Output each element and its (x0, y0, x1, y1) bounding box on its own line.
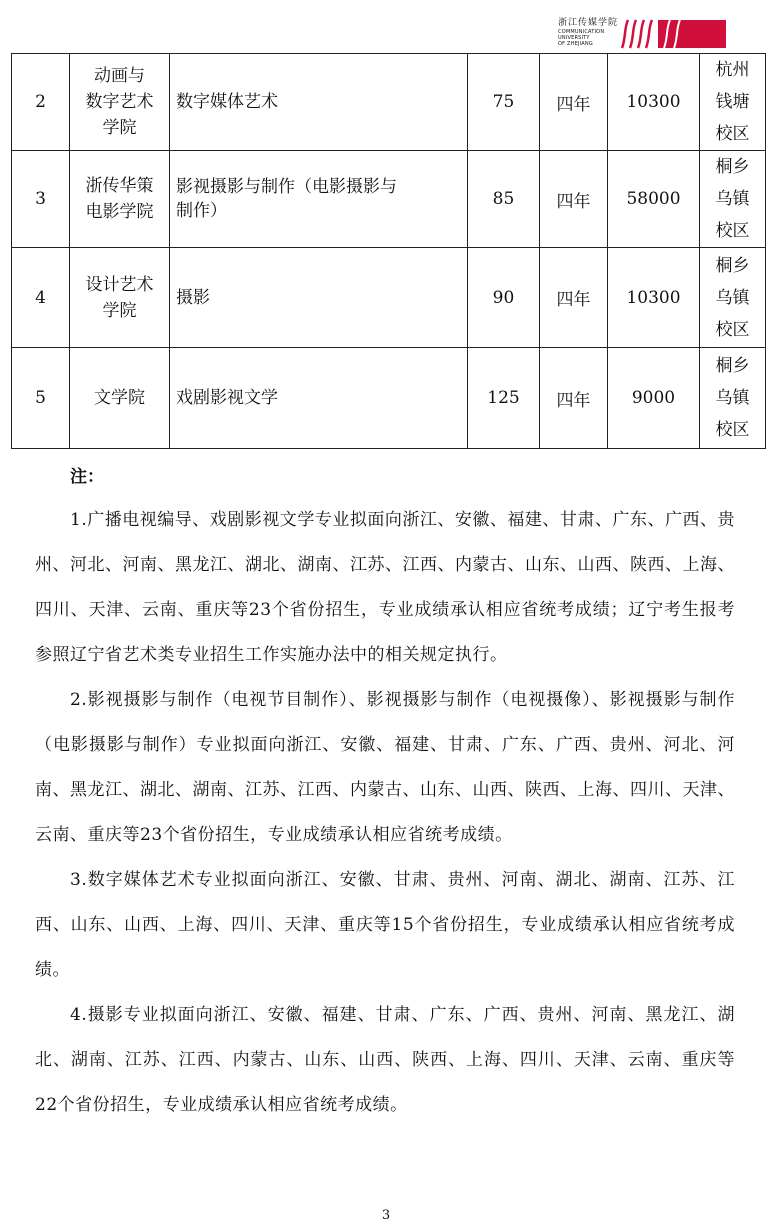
college-line: 浙传华策 (85, 176, 154, 196)
logo-english-line-2: UNIVERSITY (558, 35, 590, 41)
campus-line: 杭州 (715, 60, 750, 80)
major-line: 摄影 (176, 287, 210, 308)
logo-chinese-name: 浙江传媒学院 (558, 18, 619, 28)
note-paragraph: 4.摄影专业拟面向浙江、安徽、福建、甘肃、广东、广西、贵州、河南、黑龙江、湖北、湖南、江苏、江西、内蒙古、山东、山西、陕西、上海、四川、天津、云南、重庆等22个省份招生，专业成绩承认相应省统考成绩。 (35, 1005, 735, 1115)
row-number: 2 (12, 54, 70, 151)
duration-cell: 四年 (540, 248, 608, 348)
major-cell (170, 54, 468, 151)
college-cell (70, 348, 170, 449)
campus-line: 乌镇 (715, 189, 750, 209)
note-paragraph: 1.广播电视编导、戏剧影视文学专业拟面向浙江、安徽、福建、甘肃、广东、广西、贵州、河北、河南、黑龙江、湖北、湖南、江苏、江西、内蒙古、山东、山西、陕西、上海、四川、天津、云南、重庆等23个省份招生，专业成绩承认相应省统考成绩；辽宁考生报考参照辽宁省艺术类专业招生工作实施办法中的相关规定执行。 (35, 510, 735, 665)
notes-title: 注： (70, 467, 104, 487)
major-line: 影视摄影与制作（电影摄影与 (176, 177, 397, 197)
college-line: 设计艺术 (85, 274, 154, 295)
logo-mark-icon (618, 18, 726, 50)
duration-cell: 四年 (540, 54, 608, 151)
campus-cell (700, 348, 766, 449)
tuition-cell: 10300 (608, 54, 700, 151)
college-line: 文学院 (94, 388, 145, 408)
table-row (12, 54, 766, 151)
college-line: 电影学院 (85, 202, 154, 222)
campus-line: 桐乡 (715, 356, 750, 376)
campus-cell (700, 248, 766, 348)
note-paragraph: 2.影视摄影与制作（电视节目制作）、影视摄影与制作（电视摄像）、影视摄影与制作（电影摄影与制作）专业拟面向浙江、安徽、福建、甘肃、广东、广西、贵州、河北、河南、黑龙江、湖北、湖南、江苏、江西、内蒙古、山东、山西、陕西、上海、四川、天津、云南、重庆等23个省份招生，专业成绩承认相应省统考成绩。 (35, 690, 735, 845)
note-paragraph: 3.数字媒体艺术专业拟面向浙江、安徽、甘肃、贵州、河南、湖北、湖南、江苏、江西、山东、山西、上海、四川、天津、重庆等15个省份招生，专业成绩承认相应省统考成绩。 (35, 870, 735, 980)
row-number: 5 (12, 348, 70, 449)
campus-line: 校区 (715, 221, 750, 241)
logo-text (558, 18, 618, 47)
enrollment-cell: 85 (468, 151, 540, 248)
college-line: 动画与 (94, 66, 145, 86)
row-number: 4 (12, 248, 70, 348)
university-logo (558, 18, 726, 52)
campus-line: 乌镇 (715, 388, 750, 408)
table-row (12, 248, 766, 348)
campus-line: 桐乡 (715, 157, 750, 177)
enrollment-cell: 75 (468, 54, 540, 151)
enrollment-cell: 90 (468, 248, 540, 348)
campus-line: 校区 (715, 319, 750, 340)
campus-line: 校区 (715, 124, 750, 144)
college-line: 学院 (102, 118, 137, 138)
major-line: 制作） (176, 201, 227, 221)
page-number: 3 (381, 1208, 391, 1223)
logo-english-line-1: COMMUNICATION (558, 29, 605, 35)
college-line: 数字艺术 (85, 92, 154, 112)
major-cell (170, 151, 468, 248)
campus-line: 桐乡 (715, 255, 750, 276)
campus-line: 钱塘 (715, 92, 750, 112)
campus-line: 校区 (715, 420, 750, 440)
logo-english-line-3: OF ZHEJIANG (558, 41, 593, 47)
duration-cell: 四年 (540, 348, 608, 449)
major-cell (170, 248, 468, 348)
campus-line: 乌镇 (715, 287, 750, 308)
row-number: 3 (12, 151, 70, 248)
college-line: 学院 (102, 300, 137, 321)
tuition-cell: 9000 (608, 348, 700, 449)
major-line: 数字媒体艺术 (176, 92, 278, 112)
college-cell (70, 248, 170, 348)
major-line: 戏剧影视文学 (176, 388, 278, 408)
college-cell (70, 151, 170, 248)
table-row (12, 151, 766, 248)
majors-table (11, 53, 766, 449)
college-cell (70, 54, 170, 151)
campus-cell (700, 151, 766, 248)
duration-cell: 四年 (540, 151, 608, 248)
enrollment-cell: 125 (468, 348, 540, 449)
tuition-cell: 58000 (608, 151, 700, 248)
tuition-cell: 10300 (608, 248, 700, 348)
table-row (12, 348, 766, 449)
major-cell (170, 348, 468, 449)
notes-section (35, 462, 735, 1128)
campus-cell (700, 54, 766, 151)
